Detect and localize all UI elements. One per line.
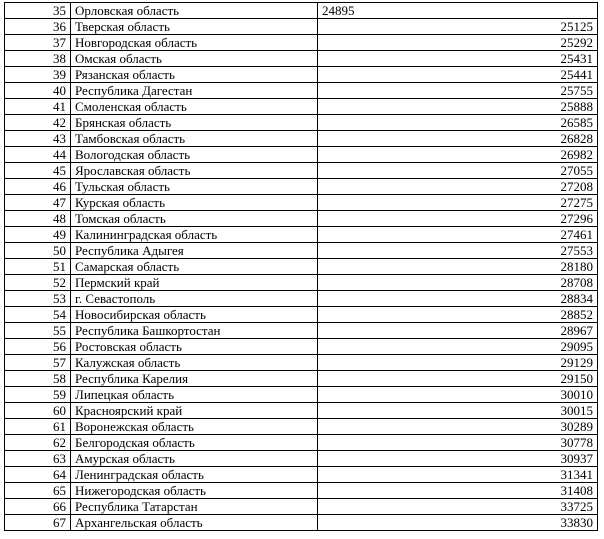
row-number: 47 xyxy=(5,195,71,211)
region-value: 26982 xyxy=(318,147,598,163)
region-value: 27461 xyxy=(318,227,598,243)
table-row xyxy=(5,67,598,83)
region-name: Амурская область xyxy=(71,451,318,467)
table-row xyxy=(5,435,598,451)
region-name: Ростовская область xyxy=(71,339,318,355)
region-value: 30015 xyxy=(318,403,598,419)
region-name: Томская область xyxy=(71,211,318,227)
region-value: 30937 xyxy=(318,451,598,467)
row-number: 55 xyxy=(5,323,71,339)
region-name: Брянская область xyxy=(71,115,318,131)
region-value: 25888 xyxy=(318,99,598,115)
table-row xyxy=(5,115,598,131)
region-name: Калужская область xyxy=(71,355,318,371)
region-name: Тамбовская область xyxy=(71,131,318,147)
table-row xyxy=(5,275,598,291)
regions-table-body xyxy=(5,3,598,531)
region-name: Республика Адыгея xyxy=(71,243,318,259)
row-number: 35 xyxy=(5,3,71,19)
region-name: Рязанская область xyxy=(71,67,318,83)
table-row xyxy=(5,515,598,531)
row-number: 65 xyxy=(5,483,71,499)
table-row xyxy=(5,339,598,355)
region-value: 30010 xyxy=(318,387,598,403)
table-row xyxy=(5,387,598,403)
region-value: 27553 xyxy=(318,243,598,259)
row-number: 64 xyxy=(5,467,71,483)
row-number: 49 xyxy=(5,227,71,243)
region-name: Вологодская область xyxy=(71,147,318,163)
table-row xyxy=(5,467,598,483)
region-value: 33830 xyxy=(318,515,598,531)
region-value: 31341 xyxy=(318,467,598,483)
region-name: Тверская область xyxy=(71,19,318,35)
region-value: 30289 xyxy=(318,419,598,435)
table-row xyxy=(5,371,598,387)
region-value: 29129 xyxy=(318,355,598,371)
table-row xyxy=(5,499,598,515)
region-value: 24895 xyxy=(318,3,598,19)
region-value: 25431 xyxy=(318,51,598,67)
region-name: Воронежская область xyxy=(71,419,318,435)
row-number: 45 xyxy=(5,163,71,179)
row-number: 41 xyxy=(5,99,71,115)
row-number: 50 xyxy=(5,243,71,259)
row-number: 59 xyxy=(5,387,71,403)
table-row xyxy=(5,451,598,467)
region-name: Республика Башкортостан xyxy=(71,323,318,339)
row-number: 56 xyxy=(5,339,71,355)
row-number: 66 xyxy=(5,499,71,515)
row-number: 40 xyxy=(5,83,71,99)
region-name: Орловская область xyxy=(71,3,318,19)
region-value: 28708 xyxy=(318,275,598,291)
region-name: Тульская область xyxy=(71,179,318,195)
table-row xyxy=(5,83,598,99)
table-row xyxy=(5,291,598,307)
row-number: 42 xyxy=(5,115,71,131)
region-name: Пермский край xyxy=(71,275,318,291)
table-row xyxy=(5,163,598,179)
row-number: 62 xyxy=(5,435,71,451)
region-name: Новгородская область xyxy=(71,35,318,51)
region-name: Нижегородская область xyxy=(71,483,318,499)
row-number: 54 xyxy=(5,307,71,323)
region-value: 27275 xyxy=(318,195,598,211)
row-number: 63 xyxy=(5,451,71,467)
row-number: 67 xyxy=(5,515,71,531)
region-value: 30778 xyxy=(318,435,598,451)
table-row xyxy=(5,355,598,371)
region-value: 26828 xyxy=(318,131,598,147)
row-number: 52 xyxy=(5,275,71,291)
row-number: 44 xyxy=(5,147,71,163)
table-row xyxy=(5,211,598,227)
row-number: 53 xyxy=(5,291,71,307)
region-name: Омская область xyxy=(71,51,318,67)
table-row xyxy=(5,259,598,275)
region-value: 31408 xyxy=(318,483,598,499)
table-row xyxy=(5,227,598,243)
region-value: 29095 xyxy=(318,339,598,355)
row-number: 61 xyxy=(5,419,71,435)
table-row xyxy=(5,243,598,259)
table-row xyxy=(5,307,598,323)
region-value: 27208 xyxy=(318,179,598,195)
region-value: 26585 xyxy=(318,115,598,131)
region-name: Самарская область xyxy=(71,259,318,275)
region-name: Курская область xyxy=(71,195,318,211)
region-value: 33725 xyxy=(318,499,598,515)
row-number: 43 xyxy=(5,131,71,147)
table-row xyxy=(5,483,598,499)
region-name: Калининградская область xyxy=(71,227,318,243)
region-value: 28834 xyxy=(318,291,598,307)
row-number: 38 xyxy=(5,51,71,67)
row-number: 37 xyxy=(5,35,71,51)
row-number: 58 xyxy=(5,371,71,387)
region-value: 25292 xyxy=(318,35,598,51)
table-row xyxy=(5,195,598,211)
table-row xyxy=(5,403,598,419)
regions-table xyxy=(4,2,598,531)
region-name: Республика Татарстан xyxy=(71,499,318,515)
table-row xyxy=(5,19,598,35)
region-value: 25755 xyxy=(318,83,598,99)
region-value: 27296 xyxy=(318,211,598,227)
region-value: 28180 xyxy=(318,259,598,275)
region-value: 25441 xyxy=(318,67,598,83)
row-number: 39 xyxy=(5,67,71,83)
region-value: 28852 xyxy=(318,307,598,323)
row-number: 57 xyxy=(5,355,71,371)
table-row xyxy=(5,147,598,163)
table-row xyxy=(5,179,598,195)
region-name: Ленинградская область xyxy=(71,467,318,483)
region-name: Новосибирская область xyxy=(71,307,318,323)
region-name: Архангельская область xyxy=(71,515,318,531)
region-name: Белгородская область xyxy=(71,435,318,451)
region-name: Республика Дагестан xyxy=(71,83,318,99)
table-row xyxy=(5,35,598,51)
region-value: 28967 xyxy=(318,323,598,339)
table-row xyxy=(5,131,598,147)
region-name: Республика Карелия xyxy=(71,371,318,387)
row-number: 36 xyxy=(5,19,71,35)
region-name: г. Севастополь xyxy=(71,291,318,307)
table-row xyxy=(5,419,598,435)
table-row xyxy=(5,3,598,19)
row-number: 51 xyxy=(5,259,71,275)
region-name: Ярославская область xyxy=(71,163,318,179)
table-row xyxy=(5,99,598,115)
region-name: Красноярский край xyxy=(71,403,318,419)
region-value: 25125 xyxy=(318,19,598,35)
region-value: 27055 xyxy=(318,163,598,179)
row-number: 60 xyxy=(5,403,71,419)
table-row xyxy=(5,51,598,67)
region-name: Липецкая область xyxy=(71,387,318,403)
region-name: Смоленская область xyxy=(71,99,318,115)
row-number: 46 xyxy=(5,179,71,195)
region-value: 29150 xyxy=(318,371,598,387)
row-number: 48 xyxy=(5,211,71,227)
table-row xyxy=(5,323,598,339)
